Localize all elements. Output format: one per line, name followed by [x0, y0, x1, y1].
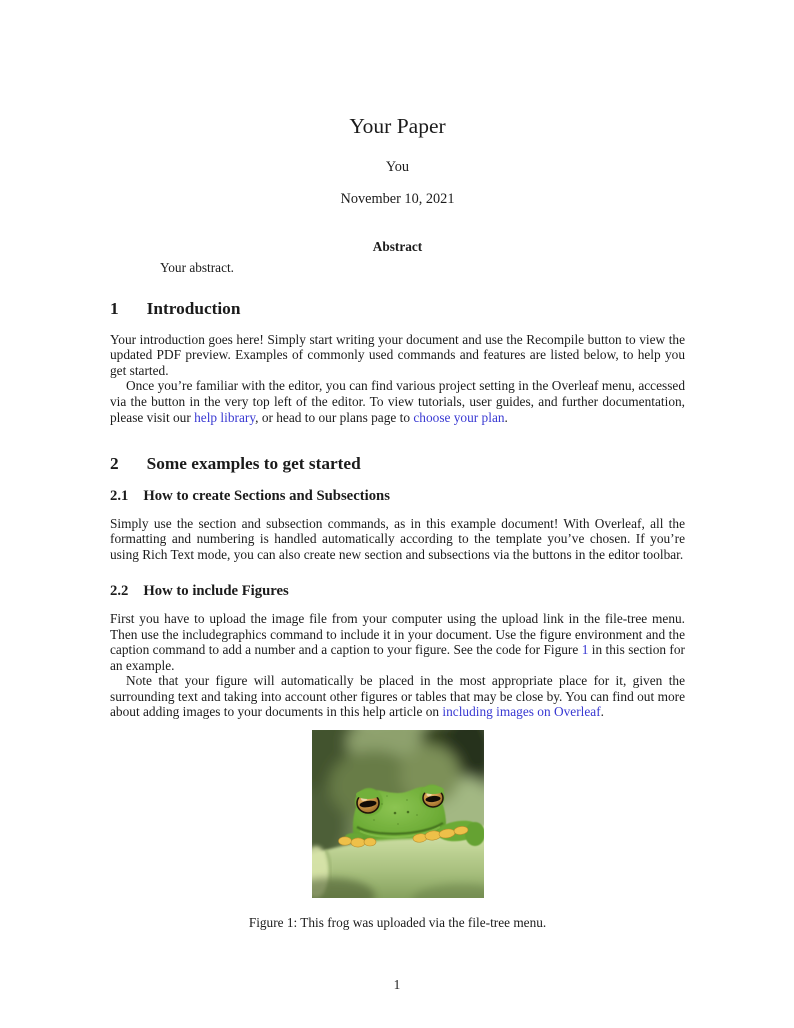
paper-title: Your Paper [349, 114, 446, 138]
subsection-2-2-paragraph-2 [110, 673, 685, 720]
page-number: 1 [393, 977, 401, 992]
figure-1-caption: Figure 1: This frog was uploaded via the file-tree menu. [248, 915, 547, 931]
subsection-2-2-paragraph-1 [110, 611, 685, 673]
section-2-number: 2 [110, 454, 119, 474]
including-images-on-overleaf-link[interactable]: including images on Overleaf [442, 704, 601, 720]
text-run: . [600, 704, 604, 720]
abstract-heading: Abstract [372, 238, 423, 254]
intro-paragraph-2 [110, 378, 685, 425]
subsection-2-1-heading [110, 488, 685, 506]
figure-1 [110, 730, 685, 931]
text-run: First you have to upload the image file from your computer using the upload link in the file-tree menu. Then use the includegraphics command to include it in your document. Use the figure environment and the caption command to add a number and a caption to your figure. See the code for Figure [110, 610, 685, 658]
subsection-2-2-heading [110, 583, 685, 601]
section-1-title: Introduction [146, 298, 241, 318]
section-2-title: Some examples to get started [146, 454, 361, 474]
text-run: Once you’re familiar with the editor, you can find various project setting in the Overleaf menu, accessed via the button in the very top left of the editor. To view tutorials, user guides, and further documentation, please visit our [110, 378, 685, 425]
help-library-link[interactable]: help library [194, 409, 256, 425]
text-run: , or head to our plans page to [255, 409, 414, 425]
frog-figure-image [312, 730, 484, 898]
section-2-heading [110, 454, 685, 475]
intro-paragraph-1 [110, 332, 685, 379]
text-run: in this section for an example. [110, 642, 685, 673]
subsection-2-2-title: How to include Figures [143, 583, 289, 600]
text-run: Note that your figure will automatically be placed in the most appropriate place for it, given the surrounding text and taking into account other figures or tables that may be close by. You can find out more about adding images to your documents in this help article on [110, 673, 685, 720]
subsection-2-2-number: 2.2 [110, 583, 129, 600]
choose-your-plan-link[interactable]: choose your plan [413, 409, 505, 425]
section-1-heading [110, 299, 685, 320]
section-1-number: 1 [110, 298, 119, 318]
text-run: . [504, 409, 508, 425]
text-run: Simply use the section and subsection commands, as in this example document! With Overleaf, all the formatting and numbering is handled automatically according to the template you’ve chosen. If you’re using Rich Text mode, you can also create new section and subsections via the buttons in the editor toolbar. [110, 515, 685, 562]
abstract-text: Your abstract. [160, 259, 234, 275]
text-run: Your introduction goes here! Simply start writing your document and use the Recompile button to view the updated PDF preview. Examples of commonly used commands and features are listed below, to help you get started. [110, 331, 685, 378]
figure-1-ref-link[interactable]: 1 [581, 642, 589, 658]
paper-author: You [385, 158, 410, 175]
subsection-2-1-title: How to create Sections and Subsections [143, 487, 390, 504]
page-body [0, 114, 794, 931]
paper-date: November 10, 2021 [340, 190, 455, 207]
subsection-2-1-number: 2.1 [110, 487, 129, 504]
subsection-2-1-paragraph [110, 516, 685, 563]
